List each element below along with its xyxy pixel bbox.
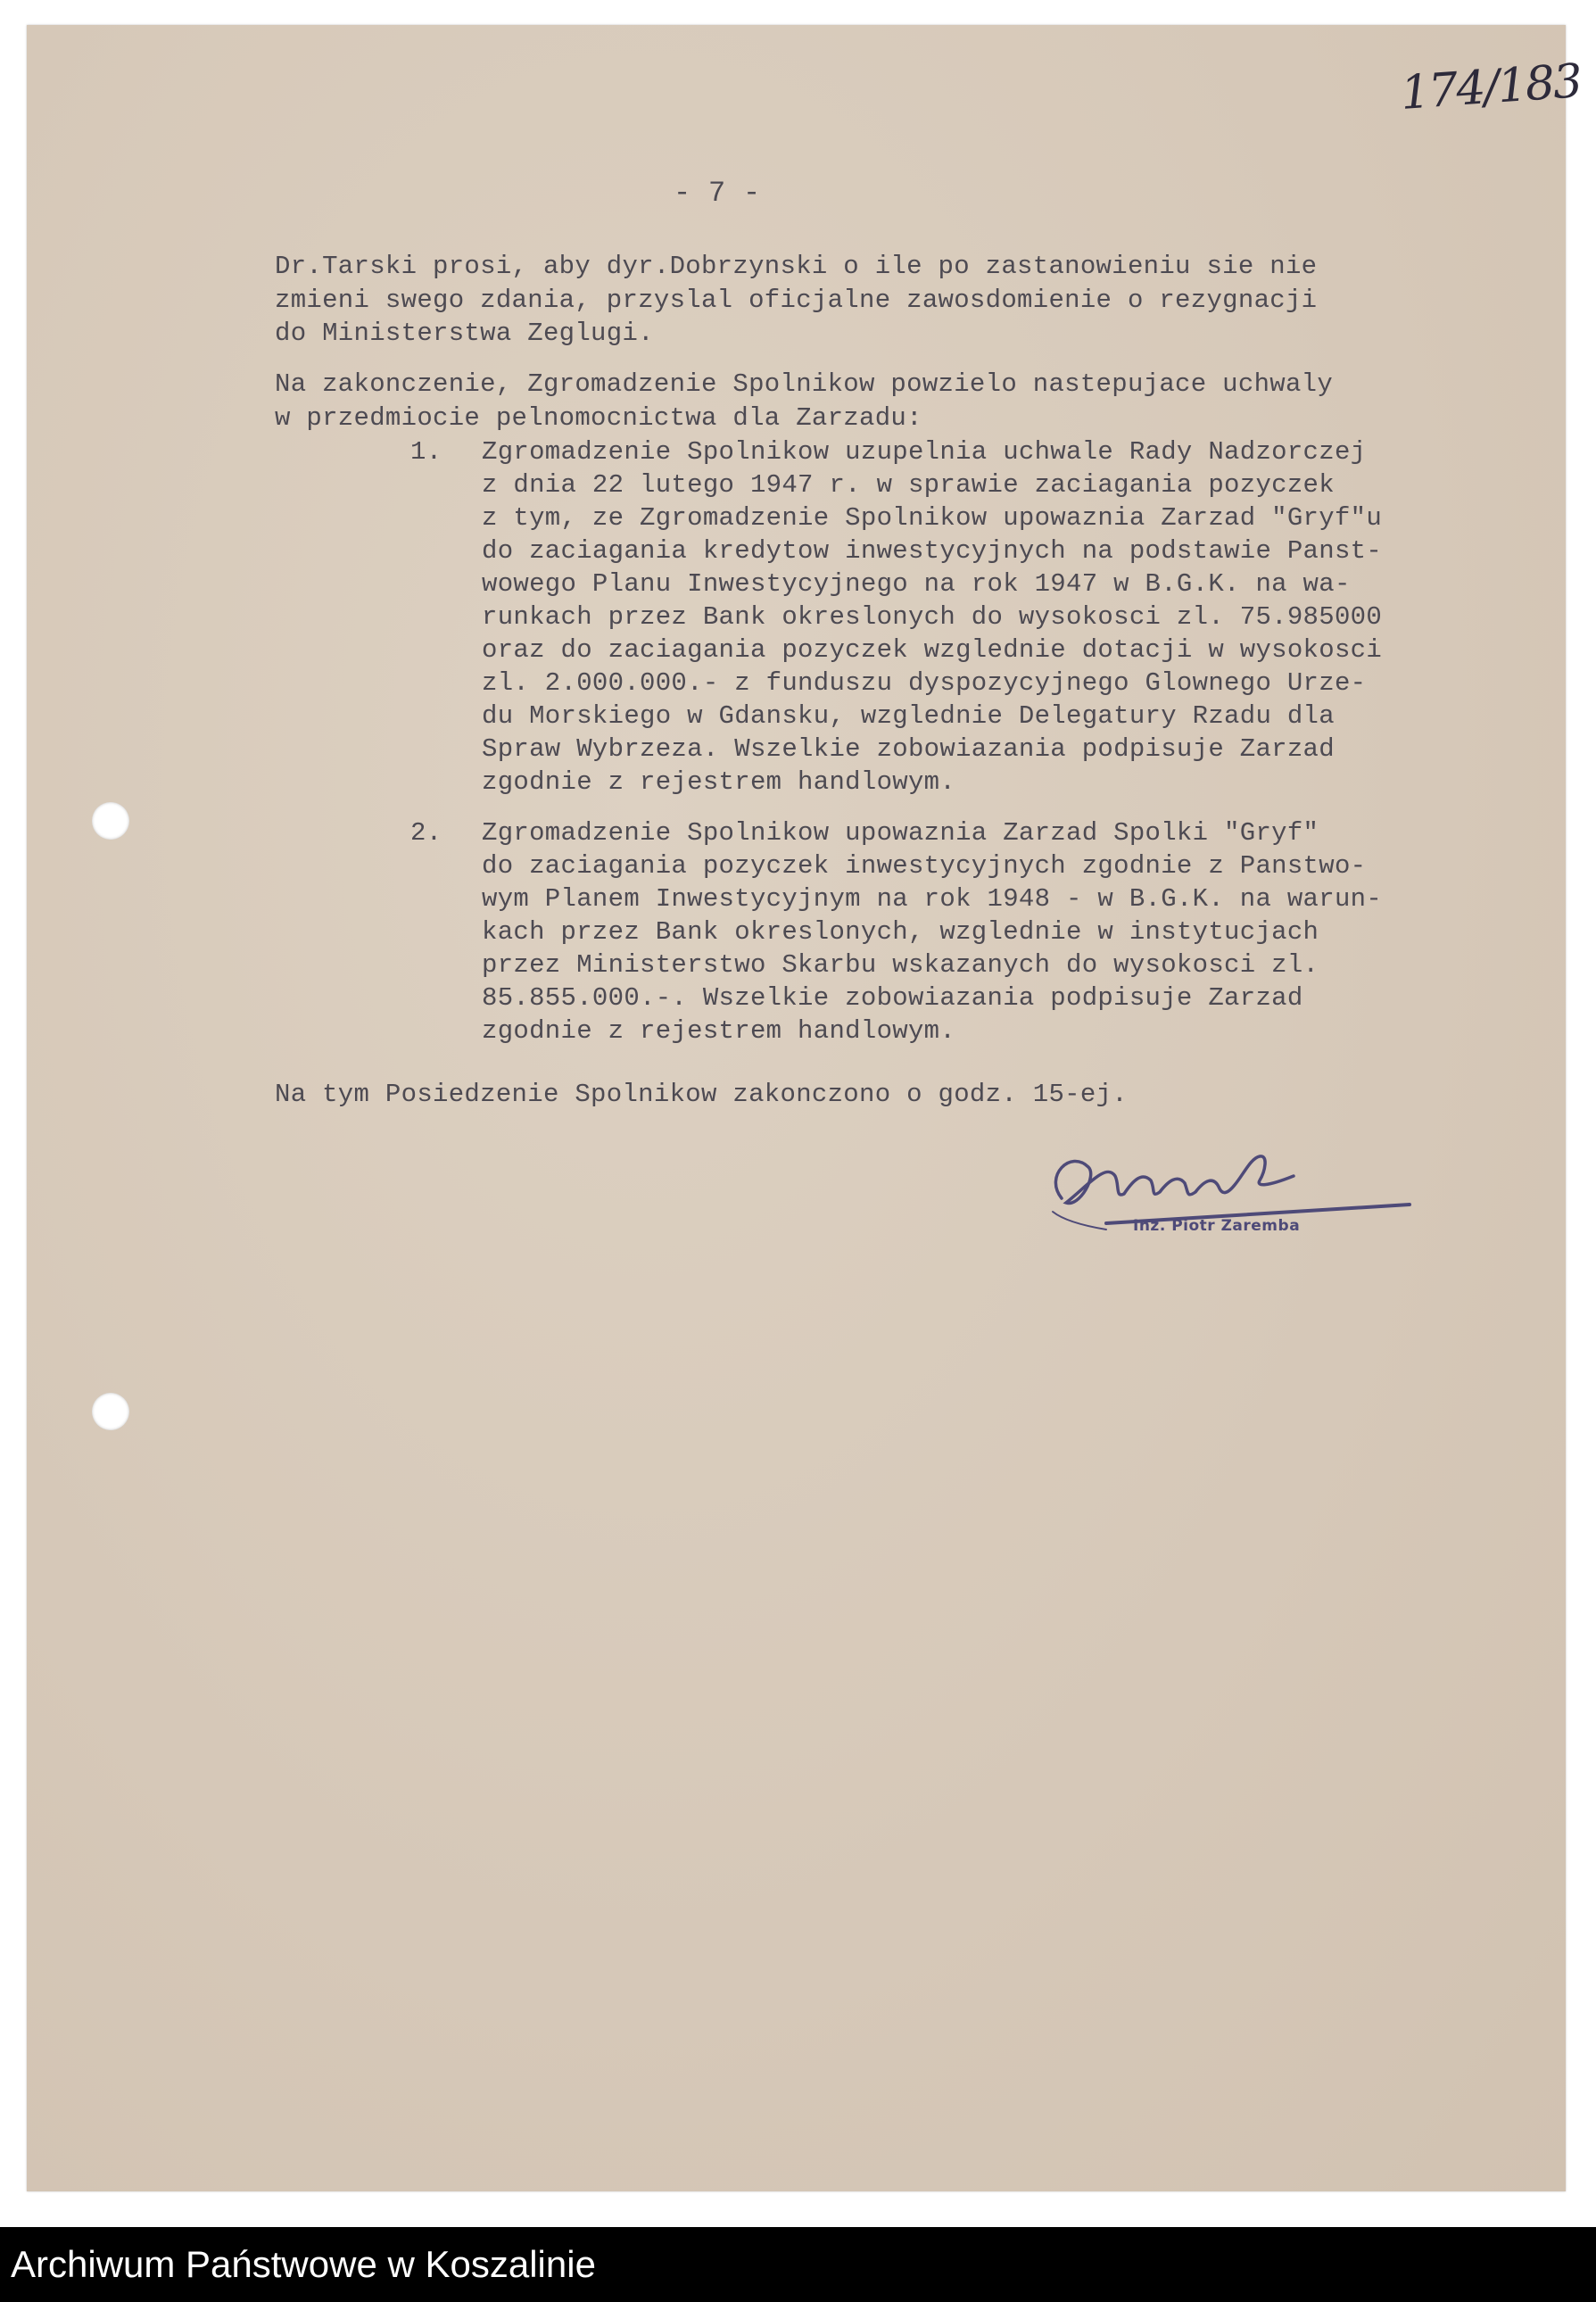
item-line: wym Planem Inwestycyjnym na rok 1948 - w B.G.K. na warun- bbox=[482, 884, 1383, 914]
paragraph-line: Dr.Tarski prosi, aby dyr.Dobrzynski o ile po zastanowieniu sie nie bbox=[275, 252, 1318, 281]
item-line: runkach przez Bank okreslonych do wysokosci zl. 75.985000 bbox=[482, 602, 1383, 632]
paragraph-line: zmieni swego zdania, przyslal oficjalne zawosdomienie o rezygnacji bbox=[275, 286, 1318, 315]
item-number: 1. bbox=[410, 437, 442, 467]
item-line: zgodnie z rejestrem handlowym. bbox=[482, 767, 956, 797]
item-line: kach przez Bank okreslonych, wzglednie w instytucjach bbox=[482, 917, 1319, 947]
punch-hole bbox=[92, 1393, 129, 1430]
item-line: Spraw Wybrzeza. Wszelkie zobowiazania podpisuje Zarzad bbox=[482, 734, 1335, 764]
page-number: - 7 - bbox=[674, 177, 761, 210]
punch-hole bbox=[92, 802, 129, 840]
item-line: z tym, ze Zgromadzenie Spolnikow upowaznia Zarzad "Gryf"u bbox=[482, 503, 1383, 533]
closing-line: Na tym Posiedzenie Spolnikow zakonczono o godz. 15-ej. bbox=[275, 1080, 1128, 1109]
item-line: oraz do zaciagania pozyczek wzglednie dotacji w wysokosci bbox=[482, 635, 1383, 665]
stamp-name: Inż. Piotr Zaremba bbox=[1133, 1217, 1301, 1235]
item-line: du Morskiego w Gdansku, wzglednie Delegatury Rzadu dla bbox=[482, 701, 1335, 731]
paragraph-line: w przedmiocie pelnomocnictwa dla Zarzadu: bbox=[275, 403, 922, 433]
item-line: z dnia 22 lutego 1947 r. w sprawie zaciagania pozyczek bbox=[482, 470, 1335, 500]
archive-footer: Archiwum Państwowe w Koszalinie bbox=[0, 2227, 1596, 2302]
archive-mark: 174/183 bbox=[1399, 54, 1583, 120]
document-page bbox=[27, 25, 1583, 2191]
paragraph-line: Na zakonczenie, Zgromadzenie Spolnikow powzielo nastepujace uchwaly bbox=[275, 369, 1334, 399]
item-line: 85.855.000.-. Wszelkie zobowiazania podpisuje Zarzad bbox=[482, 983, 1303, 1013]
item-number: 2. bbox=[410, 818, 442, 848]
paragraph-line: do Ministerstwa Zeglugi. bbox=[275, 319, 654, 348]
item-line: zgodnie z rejestrem handlowym. bbox=[482, 1016, 956, 1046]
item-line: do zaciagania kredytow inwestycyjnych na podstawie Panst- bbox=[482, 536, 1383, 566]
item-line: zl. 2.000.000.- z funduszu dyspozycyjnego Glownego Urze- bbox=[482, 668, 1367, 698]
item-line: Zgromadzenie Spolnikow upowaznia Zarzad Spolki "Gryf" bbox=[482, 818, 1319, 848]
item-line: do zaciagania pozyczek inwestycyjnych zgodnie z Panstwo- bbox=[482, 851, 1367, 881]
item-line: wowego Planu Inwestycyjnego na rok 1947 w B.G.K. na wa- bbox=[482, 569, 1351, 599]
item-line: przez Ministerstwo Skarbu wskazanych do wysokosci zl. bbox=[482, 950, 1319, 980]
item-line: Zgromadzenie Spolnikow uzupelnia uchwale Rady Nadzorczej bbox=[482, 437, 1367, 467]
